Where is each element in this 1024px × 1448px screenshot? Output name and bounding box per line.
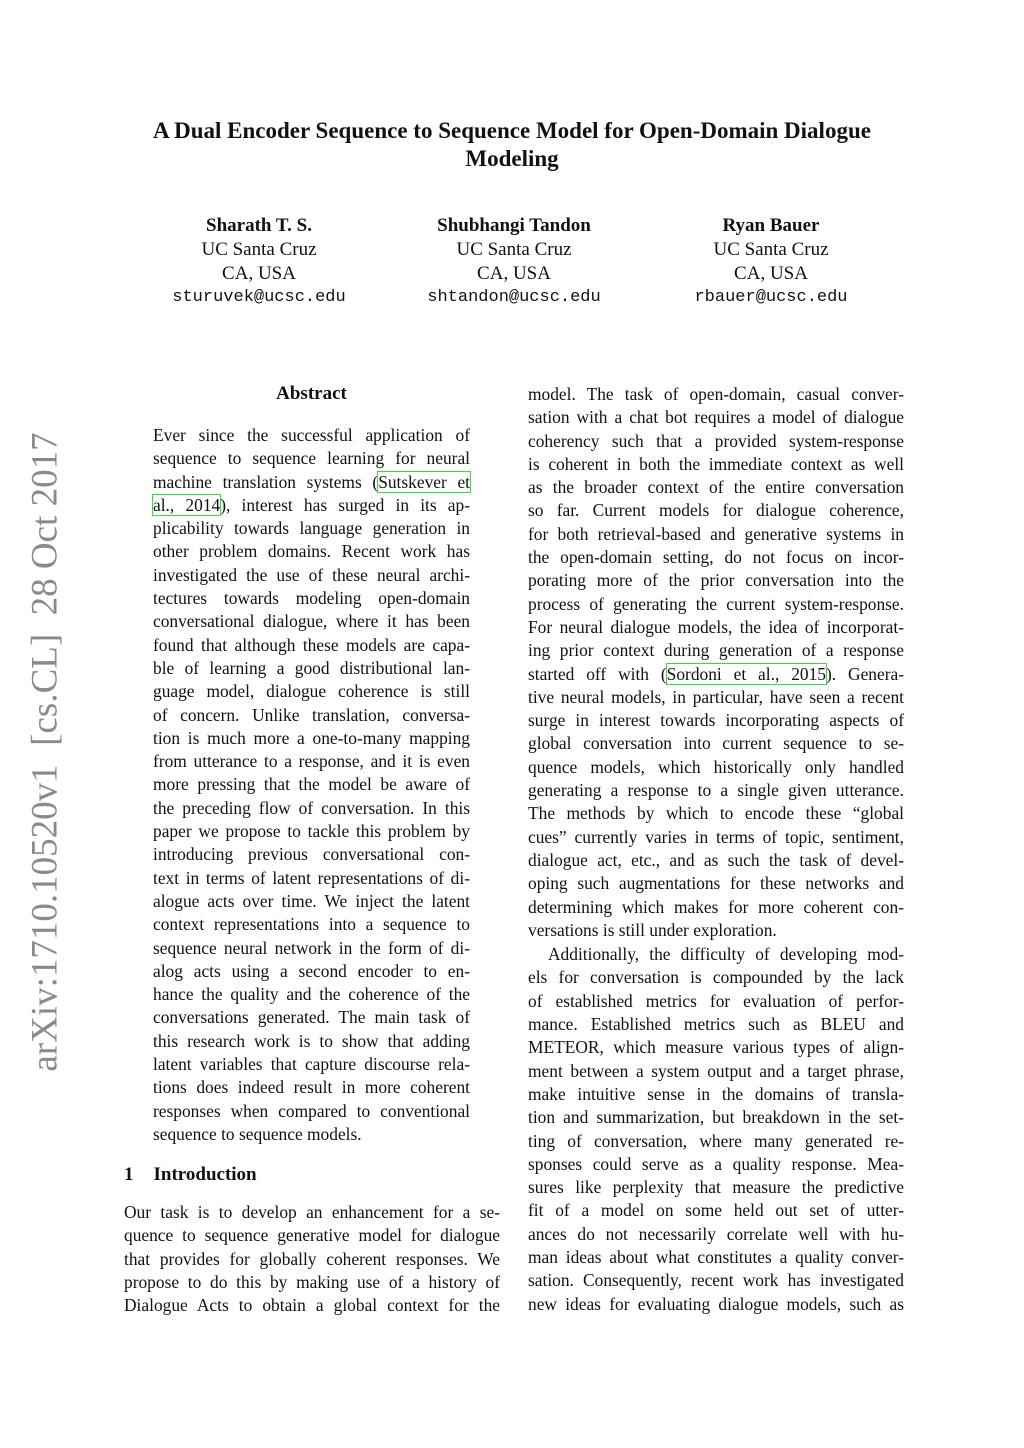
text-line: Our task is to develop an enhancement for a se-	[124, 1202, 500, 1222]
text-line	[528, 663, 904, 686]
text-line: that provides for globally coherent responses. We	[124, 1248, 500, 1269]
text-segment: ), interest has surged in its ap-	[220, 494, 471, 515]
text-line: quence to sequence generative model for dialogue	[124, 1225, 500, 1246]
text-line: from utterance to a response, and it is even	[153, 751, 470, 772]
text-line: ing prior context during generation of a response	[528, 640, 904, 661]
text-segment: ). Genera-	[825, 663, 904, 684]
text-line: ment between a system output and a target phrase,	[528, 1060, 904, 1081]
text-line: For neural dialogue models, the idea of incorporat-	[528, 616, 904, 637]
paper-title	[0, 117, 1024, 173]
text-line: versations is still under exploration.	[528, 919, 777, 940]
text-line: text in terms of latent representations of di-	[153, 867, 470, 888]
text-line: process of generating the current system-response.	[528, 593, 904, 614]
text-line	[153, 471, 470, 494]
section-number: 1	[124, 1164, 134, 1185]
text-line: tectures towards modeling open-domain	[153, 588, 470, 609]
text-line: sation with a chat bot requires a model of dialogue	[528, 407, 904, 428]
text-line: investigated the use of these neural archi-	[153, 564, 470, 585]
text-line: dialogue act, etc., and as such the task of devel-	[528, 849, 904, 870]
author-location: CA, USA	[734, 263, 808, 284]
text-line: METEOR, which measure various types of align-	[528, 1037, 904, 1058]
author-block	[384, 214, 644, 310]
author-email[interactable]: sturuvek@ucsc.edu	[172, 288, 346, 307]
text-line: paper we propose to tackle this problem by	[153, 821, 470, 842]
text-line: The methods by which to encode these “global	[528, 803, 904, 824]
text-line: global conversation into current sequence to se-	[528, 733, 904, 754]
text-line: porating more of the prior conversation into the	[528, 570, 904, 591]
text-line: ble of learning a good distributional lan-	[153, 657, 470, 678]
text-line: plicability towards language generation in	[153, 518, 470, 539]
text-line: model. The task of open-domain, casual conver-	[528, 384, 904, 404]
text-line: tions does indeed result in more coherent	[153, 1077, 470, 1098]
abstract-heading: Abstract	[276, 383, 347, 404]
text-line: new ideas for evaluating dialogue models, such as	[528, 1293, 904, 1314]
author-email[interactable]: rbauer@ucsc.edu	[694, 288, 848, 307]
author-name: Ryan Bauer	[722, 215, 820, 236]
text-line: alogue acts over time. We inject the latent	[153, 890, 470, 911]
text-line: sequence neural network in the form of di-	[153, 937, 470, 958]
citation-link[interactable]: Sordoni et al., 2015	[666, 663, 826, 684]
text-line: is coherent in both the immediate context as well	[528, 453, 904, 474]
title-line: Modeling	[465, 146, 559, 171]
author-block	[641, 214, 901, 310]
text-line: guage model, dialogue coherence is still	[153, 681, 470, 702]
citation-link[interactable]: al., 2014	[153, 494, 221, 515]
text-segment: started off with (	[528, 663, 667, 684]
text-line: man ideas about what constitutes a quality conver-	[528, 1246, 904, 1267]
text-line: Dialogue Acts to obtain a global context for the	[124, 1295, 500, 1316]
text-line: context representations into a sequence to	[153, 914, 470, 935]
text-line: more pressing that the model be aware of	[153, 774, 470, 795]
text-line: Additionally, the difficulty of developing mod-	[548, 944, 904, 965]
text-line: the open-domain setting, do not focus on incor-	[528, 547, 904, 568]
text-line: Ever since the successful application of	[153, 425, 470, 445]
text-line: responses when compared to conventional	[153, 1100, 470, 1121]
text-line: quence models, which historically only handled	[528, 756, 904, 777]
text-line: els for conversation is compounded by the lack	[528, 967, 904, 988]
text-line: this research work is to show that adding	[153, 1030, 470, 1051]
author-affiliation: UC Santa Cruz	[201, 239, 317, 260]
title-line: A Dual Encoder Sequence to Sequence Model for Open-Domain Dialogue	[153, 118, 871, 143]
author-block	[129, 214, 389, 310]
text-line: tive neural models, in particular, have seen a recent	[528, 686, 904, 707]
text-line: conversational dialogue, where it has been	[153, 611, 470, 632]
text-line: of concern. Unlike translation, conversa-	[153, 704, 470, 725]
author-location: CA, USA	[222, 263, 296, 284]
text-line: other problem domains. Recent work has	[153, 541, 470, 562]
text-line: sequence to sequence learning for neural	[153, 448, 470, 469]
section-title: Introduction	[153, 1164, 257, 1185]
author-affiliation: UC Santa Cruz	[456, 239, 572, 260]
text-line: ances do not necessarily correlate well with hu-	[528, 1223, 904, 1244]
text-line: ting of conversation, where many generated re-	[528, 1130, 904, 1151]
arxiv-stamp: arXiv:1710.10520v1 [cs.CL] 28 Oct 2017	[24, 432, 66, 1072]
text-line: introducing previous conversational con-	[153, 844, 470, 865]
text-line: so far. Current models for dialogue coherence,	[528, 500, 904, 521]
text-line: for both retrieval-based and generative systems in	[528, 523, 904, 544]
author-affiliation: UC Santa Cruz	[713, 239, 829, 260]
text-segment: machine translation systems (	[153, 471, 379, 492]
text-line	[153, 494, 470, 517]
author-location: CA, USA	[477, 263, 551, 284]
text-line: generating a response to a single given utterance.	[528, 780, 904, 801]
text-line: sation. Consequently, recent work has investigated	[528, 1270, 904, 1291]
text-line: sequence to sequence models.	[153, 1123, 362, 1144]
text-line: of established metrics for evaluation of perfor-	[528, 990, 904, 1011]
text-line: make intuitive sense in the domains of transla-	[528, 1083, 904, 1104]
text-line: oping such augmentations for these networks and	[528, 873, 904, 894]
right-column-body	[528, 383, 904, 1316]
text-line: alog acts using a second encoder to en-	[153, 960, 470, 981]
section-heading-introduction	[124, 1164, 257, 1186]
text-line: sures like perplexity that measure the predictive	[528, 1177, 904, 1198]
text-line: coherency such that a provided system-response	[528, 430, 904, 451]
author-name: Shubhangi Tandon	[437, 215, 591, 236]
text-line: latent variables that capture discourse rela-	[153, 1054, 470, 1075]
text-line: propose to do this by making use of a history of	[124, 1271, 500, 1292]
author-email[interactable]: shtandon@ucsc.edu	[427, 288, 601, 307]
text-line: surge in interest towards incorporating aspects of	[528, 710, 904, 731]
text-line: sponses could serve as a quality response. Mea-	[528, 1153, 904, 1174]
text-line: fit of a model on some held out set of utter-	[528, 1200, 904, 1221]
introduction-body	[124, 1201, 500, 1317]
author-name: Sharath T. S.	[206, 215, 312, 236]
citation-link[interactable]: Sutskever et	[378, 471, 470, 492]
text-line: determining which makes for more coherent con-	[528, 896, 904, 917]
text-line: cues” currently varies in terms of topic, sentiment,	[528, 826, 904, 847]
text-line: conversations generated. The main task of	[153, 1007, 470, 1028]
text-line: as the broader context of the entire conversation	[528, 477, 904, 498]
text-line: mance. Established metrics such as BLEU and	[528, 1014, 904, 1035]
abstract-body	[153, 424, 470, 1146]
text-line: tion and summarization, but breakdown in the set-	[528, 1107, 904, 1128]
text-line: found that although these models are capa-	[153, 634, 470, 655]
text-line: tion is much more a one-to-many mapping	[153, 727, 470, 748]
text-line: the preceding flow of conversation. In this	[153, 797, 470, 818]
text-line: hance the quality and the coherence of the	[153, 984, 470, 1005]
